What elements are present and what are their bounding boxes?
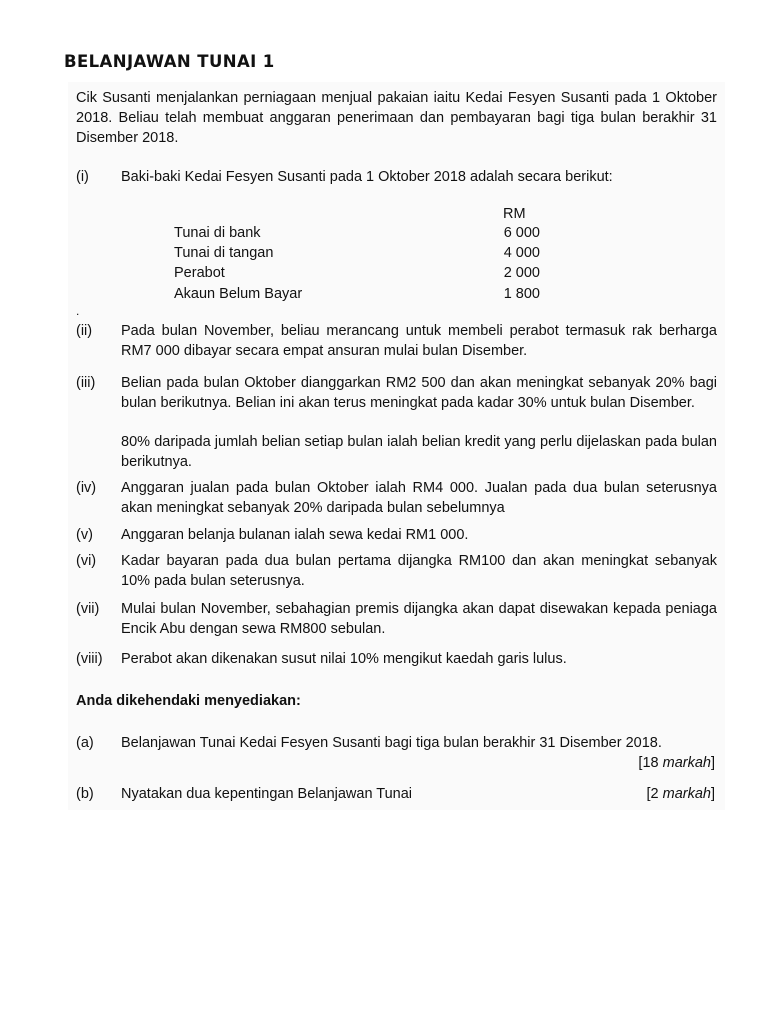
balance-value: 6 000: [503, 225, 540, 241]
item-number: (iii): [76, 375, 96, 391]
marks-close: ]: [710, 755, 715, 771]
task-text: Belanjawan Tunai Kedai Fesyen Susanti bagi tiga bulan berakhir 31 Disember 2018.: [121, 735, 662, 751]
marks-word: markah: [662, 786, 711, 802]
marks-close: ]: [710, 786, 715, 802]
item-text: Baki-baki Kedai Fesyen Susanti pada 1 Oktober 2018 adalah secara berikut:: [121, 169, 613, 185]
item-text: Anggaran jualan pada bulan Oktober ialah RM4 000. Jualan pada dua bulan seterusnya akan meningkat sebanyak 20% daripada bulan sebelumnya: [121, 480, 717, 516]
item-text: Pada bulan November, beliau merancang untuk membeli perabot termasuk rak berharga RM7 000 dibayar secara empat ansuran mulai bulan Disember.: [121, 323, 717, 359]
item-text: Perabot akan dikenakan susut nilai 10% mengikut kaedah garis lulus.: [121, 651, 567, 667]
item-number: (iv): [76, 480, 97, 496]
item-number: (vii): [76, 601, 100, 617]
task-number: (a): [76, 735, 94, 751]
item-text: Belian pada bulan Oktober dianggarkan RM2 500 dan akan meningkat sebanyak 20% bagi bulan berikutnya. Belian ini akan terus meningkat pada kadar 30% untuk bulan Disember.: [121, 375, 717, 411]
item-text: Kadar bayaran pada dua bulan pertama dijangka RM100 dan akan meningkat sebanyak 10% pada bulan seterusnya.: [121, 553, 717, 589]
marks-open: [2: [646, 786, 663, 802]
item-number: (v): [76, 527, 93, 543]
marks-open: [18: [638, 755, 663, 771]
item-number: (vi): [76, 553, 97, 569]
task-marks: [646, 784, 715, 804]
requirement-heading: Anda dikehendaki menyediakan:: [76, 693, 301, 709]
task-number: (b): [76, 786, 94, 802]
item-number: (ii): [76, 323, 93, 339]
task-text: Nyatakan dua kepentingan Belanjawan Tunai: [121, 786, 413, 802]
balance-value: 1 800: [503, 286, 540, 302]
item-number: (viii): [76, 651, 103, 667]
balance-label: Tunai di tangan: [174, 245, 274, 261]
intro-paragraph: Cik Susanti menjalankan perniagaan menjual pakaian iaitu Kedai Fesyen Susanti pada 1 Oktober 2018. Beliau telah membuat anggaran penerimaan dan pembayaran bagi tiga bulan berakhir 31 Disember 2018.: [76, 90, 717, 146]
page-title: BELANJAWAN TUNAI 1: [64, 52, 275, 71]
marks-word: markah: [662, 755, 711, 771]
item-number: (i): [76, 169, 89, 185]
balance-label: Perabot: [174, 265, 225, 281]
stray-dot: .: [76, 304, 80, 318]
item-text-continued: 80% daripada jumlah belian setiap bulan ialah belian kredit yang perlu dijelaskan pada bulan berikutnya.: [121, 434, 717, 470]
balance-label: Akaun Belum Bayar: [174, 286, 303, 302]
task-marks: [638, 753, 715, 773]
balance-label: Tunai di bank: [174, 225, 261, 241]
item-text: Anggaran belanja bulanan ialah sewa kedai RM1 000.: [121, 527, 469, 543]
item-text: Mulai bulan November, sebahagian premis dijangka akan dapat disewakan kepada peniaga Encik Abu dengan sewa RM800 sebulan.: [121, 601, 717, 637]
balance-value: 4 000: [503, 245, 540, 261]
balance-currency-header: RM: [503, 206, 526, 222]
balance-value: 2 000: [503, 265, 540, 281]
